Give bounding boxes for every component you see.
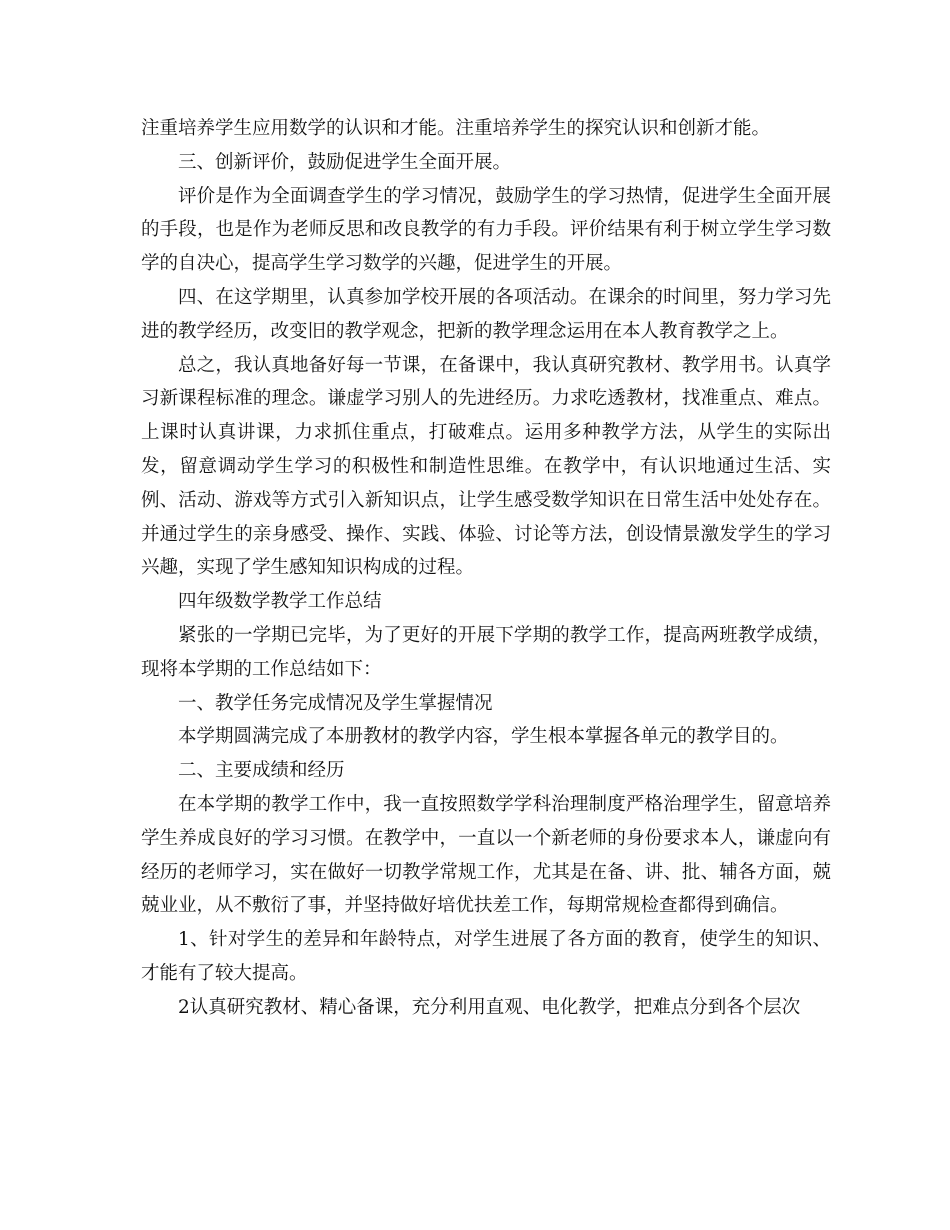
paragraph-intro: 紧张的一学期已完毕，为了更好的开展下学期的教学工作，提高两班教学成绩，现将本学期的工作总结如下： xyxy=(141,624,831,680)
heading-achievements: 二、主要成绩和经历 xyxy=(178,760,345,782)
paragraph-evaluation: 评价是作为全面调查学生的学习情况，鼓励学生的学习热情，促进学生全面开展的手段，也是作为老师反思和改良教学的有力手段。评价结果有利于树立学生学习数学的自决心，提高学生学习数学的兴趣，促进学生的开展。 xyxy=(141,185,831,275)
section-title-grade4-math-summary: 四年级数学教学工作总结 xyxy=(178,591,382,613)
list-item-2: 2认真研究教材、精心备课，充分利用直观、电化教学，把难点分到各个层次 xyxy=(178,996,801,1018)
paragraph-task-completion: 本学期圆满完成了本册教材的教学内容，学生根本掌握各单元的教学目的。 xyxy=(178,726,789,748)
heading-innovation-evaluation: 三、创新评价，鼓励促进学生全面开展。 xyxy=(178,151,512,173)
paragraph-achievements: 在本学期的教学工作中，我一直按照数学学科治理制度严格治理学生，留意培养学生养成良好的学习习惯。在教学中，一直以一个新老师的身份要求本人，谦虚向有经历的老师学习，实在做好一切教学常规工作，尤其是在备、讲、批、辅各方面，兢兢业业，从不敷衍了事，并坚持做好培优扶差工作，每期常规检查都得到确信。 xyxy=(141,793,831,917)
list-item-1: 1、针对学生的差异和年龄特点，对学生进展了各方面的教育，使学生的知识、才能有了较大提高。 xyxy=(141,929,831,984)
heading-task-completion: 一、教学任务完成情况及学生掌握情况 xyxy=(178,692,493,714)
paragraph-school-activities: 四、在这学期里，认真参加学校开展的各项活动。在课余的时间里，努力学习先进的教学经历，改变旧的教学观念，把新的教学理念运用在本人教育教学之上。 xyxy=(141,286,831,342)
document-body xyxy=(141,112,831,1025)
paragraph-summary: 总之，我认真地备好每一节课，在备课中，我认真研究教材、教学用书。认真学习新课程标准的理念。谦虚学习别人的先进经历。力求吃透教材，找准重点、难点。上课时认真讲课，力求抓住重点，打破难点。运用多种教学方法，从学生的实际出发，留意调动学生学习的积极性和制造性思维。在教学中，有认识地通过生活、实例、活动、游戏等方式引入新知识点，让学生感受数学知识在日常生活中处处存在。并通过学生的亲身感受、操作、实践、体验、讨论等方法，创设情景激发学生的学习兴趣，实现了学生感知知识构成的过程。 xyxy=(141,354,831,579)
paragraph-continued: 注重培养学生应用数学的认识和才能。注重培养学生的探究认识和创新才能。 xyxy=(141,118,771,139)
